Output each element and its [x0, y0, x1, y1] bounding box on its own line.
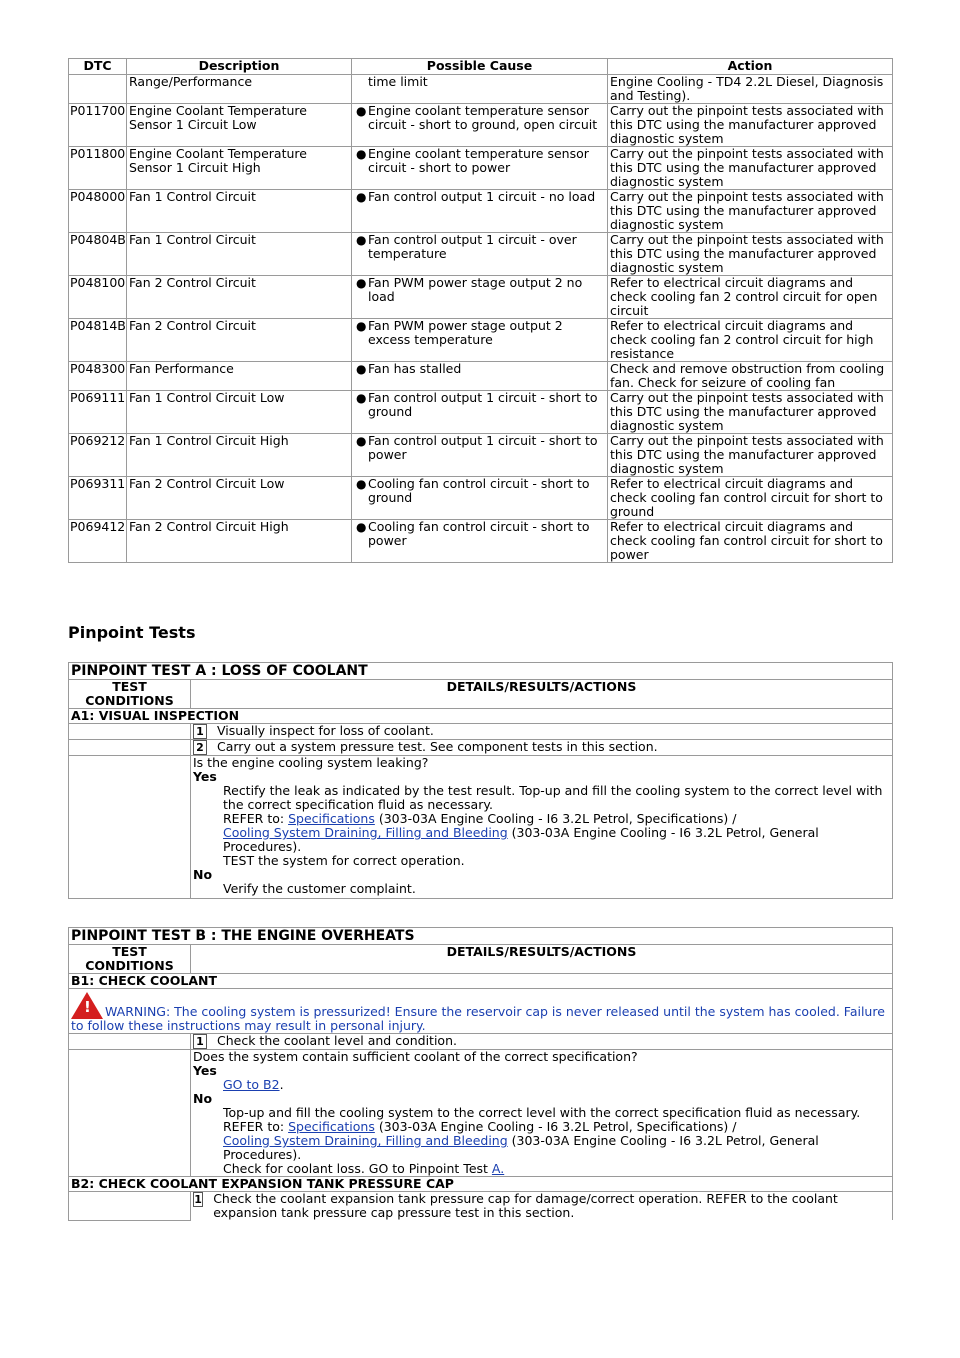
step-text: Check the coolant level and condition. — [217, 1033, 457, 1048]
cause-item — [356, 190, 605, 204]
specifications-link[interactable]: Specifications — [288, 1119, 375, 1134]
bullet-icon: ● — [356, 233, 367, 247]
test-a-col-details: DETAILS/RESULTS/ACTIONS — [191, 680, 893, 709]
dtc-description: Fan 2 Control Circuit — [127, 276, 352, 319]
cause-text: Engine coolant temperature sensor circuit - short to ground, open circuit — [368, 103, 598, 132]
dtc-possible-cause — [352, 233, 608, 276]
cause-text: Fan control output 1 circuit - over temperature — [368, 232, 577, 261]
refer-prefix: REFER to: — [223, 1119, 289, 1134]
warning-text: WARNING: The cooling system is pressurized! Ensure the reservoir cap is never released until the system has cooled. Failure to follow these instructions may result in personal injury. — [71, 1004, 885, 1033]
dtc-possible-cause — [352, 477, 608, 520]
dtc-possible-cause — [352, 104, 608, 147]
dtc-possible-cause — [352, 319, 608, 362]
cooling-system-draining-link[interactable]: Cooling System Draining, Filling and Bleeding — [223, 825, 508, 840]
step-text: Check the coolant expansion tank pressure cap for damage/correct operation. REFER to the coolant expansion tank pressure cap pressure test in this section. — [213, 1191, 838, 1220]
test-b-step-b1: B1: CHECK COOLANT — [69, 974, 893, 989]
cause-text: Fan control output 1 circuit - short to ground — [368, 390, 598, 419]
bullet-icon: ● — [356, 520, 367, 534]
cause-item — [356, 319, 605, 347]
refer-prefix: REFER to: — [223, 811, 289, 826]
dtc-table — [68, 58, 893, 563]
dtc-code: P069311 — [69, 477, 127, 520]
dtc-code: P011800 — [69, 147, 127, 190]
dtc-action: Refer to electrical circuit diagrams and check cooling fan 2 control circuit for high resistance — [608, 319, 893, 362]
bullet-icon: ● — [356, 391, 367, 405]
dtc-action: Refer to electrical circuit diagrams and check cooling fan control circuit for short to ground — [608, 477, 893, 520]
test-b-b1-step-1 — [191, 1034, 893, 1050]
check-loss-text: Check for coolant loss. GO to Pinpoint Test — [223, 1161, 492, 1176]
yes-text-2: TEST the system for correct operation. — [223, 853, 465, 868]
step-number-badge: 1 — [194, 1193, 202, 1206]
yes-block — [193, 784, 890, 868]
test-a-cond-cell — [69, 756, 191, 899]
dtc-code: P048100 — [69, 276, 127, 319]
test-a-step-1 — [191, 724, 893, 740]
test-b-step-b2: B2: CHECK COOLANT EXPANSION TANK PRESSURE CAP — [69, 1177, 893, 1192]
cause-text: Cooling fan control circuit - short to ground — [368, 476, 590, 505]
cause-item — [356, 434, 605, 462]
table-row — [69, 319, 893, 362]
no-block — [193, 1106, 890, 1176]
test-a-cond-cell — [69, 740, 191, 756]
bullet-icon: ● — [356, 319, 367, 333]
question: Does the system contain sufficient coolant of the correct specification? — [193, 1049, 638, 1064]
dtc-action: Carry out the pinpoint tests associated with this DTC using the manufacturer approved diagnostic system — [608, 233, 893, 276]
cooling-system-draining-link[interactable]: Cooling System Draining, Filling and Bleeding — [223, 1133, 508, 1148]
cause-text: Fan control output 1 circuit - short to power — [368, 433, 598, 462]
test-a-col-conditions: TEST CONDITIONS — [69, 680, 191, 709]
dtc-action: Check and remove obstruction from cooling fan. Check for seizure of cooling fan — [608, 362, 893, 391]
bullet-icon: ● — [356, 147, 367, 161]
pinpoint-test-b — [68, 927, 893, 1221]
dtc-possible-cause — [352, 520, 608, 563]
refer-mid: (303-03A Engine Cooling - I6 3.2L Petrol, Specifications) / — [374, 811, 737, 826]
dtc-action: Carry out the pinpoint tests associated with this DTC using the manufacturer approved diagnostic system — [608, 434, 893, 477]
question: Is the engine cooling system leaking? — [193, 755, 429, 770]
table-row — [69, 362, 893, 391]
test-b-b2-step-1 — [191, 1192, 893, 1221]
dtc-code — [69, 75, 127, 104]
dtc-possible-cause — [352, 147, 608, 190]
specifications-link[interactable]: Specifications — [288, 811, 375, 826]
dtc-code: P011700 — [69, 104, 127, 147]
cause-item — [356, 276, 605, 304]
cause-text: Cooling fan control circuit - short to power — [368, 519, 590, 548]
dtc-description: Fan 2 Control Circuit High — [127, 520, 352, 563]
dtc-table-header — [69, 59, 893, 75]
test-b-cond-cell — [69, 1034, 191, 1050]
cause-text: Fan PWM power stage output 2 excess temperature — [368, 318, 563, 347]
yes-text: Rectify the leak as indicated by the test result. Top-up and fill the cooling system to the correct level with the correct specification fluid as necessary. — [223, 783, 883, 812]
bullet-icon: ● — [356, 477, 367, 491]
dtc-code: P069212 — [69, 434, 127, 477]
cause-item — [356, 147, 605, 175]
dtc-action: Carry out the pinpoint tests associated with this DTC using the manufacturer approved diagnostic system — [608, 147, 893, 190]
refer-mid: (303-03A Engine Cooling - I6 3.2L Petrol, Specifications) / — [374, 1119, 737, 1134]
cause-text: Fan PWM power stage output 2 no load — [368, 275, 583, 304]
dtc-description: Fan Performance — [127, 362, 352, 391]
dtc-code: P048000 — [69, 190, 127, 233]
dtc-action: Carry out the pinpoint tests associated with this DTC using the manufacturer approved diagnostic system — [608, 391, 893, 434]
no-text: Top-up and fill the cooling system to the correct level with the correct specification fluid as necessary. — [223, 1105, 861, 1120]
no-text: Verify the customer complaint. — [223, 881, 416, 896]
dtc-description: Fan 1 Control Circuit — [127, 190, 352, 233]
dtc-possible-cause — [352, 75, 608, 104]
bullet-icon: ● — [356, 104, 367, 118]
cause-item — [356, 75, 605, 89]
test-a-title: PINPOINT TEST A : LOSS OF COOLANT — [69, 663, 893, 680]
header-description: Description — [127, 59, 352, 75]
dtc-description: Fan 1 Control Circuit — [127, 233, 352, 276]
cause-item — [356, 520, 605, 548]
go-to-b2-link[interactable]: GO to B2 — [223, 1077, 280, 1092]
dtc-code: P048300 — [69, 362, 127, 391]
header-possible-cause: Possible Cause — [352, 59, 608, 75]
test-b-cond-cell — [69, 1192, 191, 1221]
table-row — [69, 233, 893, 276]
header-action: Action — [608, 59, 893, 75]
dtc-action: Refer to electrical circuit diagrams and check cooling fan control circuit for short to power — [608, 520, 893, 563]
dtc-code: P04814B — [69, 319, 127, 362]
header-dtc: DTC — [69, 59, 127, 75]
bullet-icon: ● — [356, 434, 367, 448]
step-text: Carry out a system pressure test. See component tests in this section. — [217, 739, 658, 754]
refer-line — [223, 812, 890, 854]
yes-block: GO to B2. — [223, 1077, 284, 1092]
dtc-description: Engine Coolant Temperature Sensor 1 Circuit High — [127, 147, 352, 190]
pinpoint-test-a-link[interactable]: A. — [491, 1161, 505, 1176]
test-b-title: PINPOINT TEST B : THE ENGINE OVERHEATS — [69, 928, 893, 945]
cause-item — [356, 104, 605, 132]
dtc-possible-cause — [352, 391, 608, 434]
cause-item — [356, 391, 605, 419]
pinpoint-test-a — [68, 662, 893, 899]
yes-label: Yes — [193, 769, 217, 784]
dtc-description: Engine Coolant Temperature Sensor 1 Circuit Low — [127, 104, 352, 147]
step-number-badge: 2 — [193, 740, 207, 755]
dtc-description: Fan 1 Control Circuit High — [127, 434, 352, 477]
dtc-action: Engine Cooling - TD4 2.2L Diesel, Diagnosis and Testing). — [608, 75, 893, 104]
cause-text: Fan has stalled — [368, 361, 462, 376]
test-a-cond-cell — [69, 724, 191, 740]
bullet-icon: ● — [356, 276, 367, 290]
bullet-icon: ● — [356, 362, 367, 376]
dtc-possible-cause — [352, 190, 608, 233]
cause-text: Fan control output 1 circuit - no load — [368, 189, 596, 204]
no-label: No — [193, 867, 213, 882]
table-row — [69, 276, 893, 319]
test-a-step-a1: A1: VISUAL INSPECTION — [69, 709, 893, 724]
step-number-badge: 1 — [193, 724, 207, 739]
dtc-possible-cause — [352, 362, 608, 391]
test-a-result — [191, 756, 893, 899]
no-label: No — [193, 1091, 213, 1106]
dtc-description: Fan 1 Control Circuit Low — [127, 391, 352, 434]
dtc-possible-cause — [352, 276, 608, 319]
table-row — [69, 190, 893, 233]
refer-line — [223, 1120, 890, 1162]
test-b-col-conditions: TEST CONDITIONS — [69, 945, 191, 974]
cause-item — [356, 477, 605, 505]
refer-tail: (303-03A Engine Cooling - I6 3.2L Petrol, General Procedures). — [223, 1133, 819, 1162]
step-number-badge: 1 — [193, 1034, 207, 1049]
dtc-action: Refer to electrical circuit diagrams and check cooling fan 2 control circuit for open circuit — [608, 276, 893, 319]
table-row — [69, 434, 893, 477]
dtc-code: P069412 — [69, 520, 127, 563]
dtc-description: Range/Performance — [127, 75, 352, 104]
cause-item — [356, 362, 605, 376]
test-b-col-details: DETAILS/RESULTS/ACTIONS — [191, 945, 893, 974]
test-a-step-2 — [191, 740, 893, 756]
dtc-possible-cause — [352, 434, 608, 477]
table-row — [69, 104, 893, 147]
refer-tail: (303-03A Engine Cooling - I6 3.2L Petrol, General Procedures). — [223, 825, 819, 854]
dtc-action: Carry out the pinpoint tests associated with this DTC using the manufacturer approved diagnostic system — [608, 104, 893, 147]
bullet-icon: ● — [356, 190, 367, 204]
table-row — [69, 520, 893, 563]
dtc-code: P069111 — [69, 391, 127, 434]
step-text: Visually inspect for loss of coolant. — [217, 723, 434, 738]
table-row — [69, 477, 893, 520]
cause-item — [356, 233, 605, 261]
test-b-result — [191, 1050, 893, 1177]
warning-triangle-icon: ! — [71, 992, 103, 1019]
dtc-code: P04804B — [69, 233, 127, 276]
cause-text: Engine coolant temperature sensor circuit - short to power — [368, 146, 589, 175]
dtc-description: Fan 2 Control Circuit Low — [127, 477, 352, 520]
table-row — [69, 391, 893, 434]
warning-block — [69, 989, 893, 1034]
table-row — [69, 147, 893, 190]
section-title: Pinpoint Tests — [68, 623, 196, 642]
dtc-action: Carry out the pinpoint tests associated with this DTC using the manufacturer approved diagnostic system — [608, 190, 893, 233]
dtc-description: Fan 2 Control Circuit — [127, 319, 352, 362]
test-b-cond-cell — [69, 1050, 191, 1177]
table-row — [69, 75, 893, 104]
dtc-table-body — [69, 75, 893, 563]
cause-text: time limit — [368, 74, 428, 89]
check-loss-line — [223, 1162, 890, 1176]
yes-label: Yes — [193, 1063, 217, 1078]
